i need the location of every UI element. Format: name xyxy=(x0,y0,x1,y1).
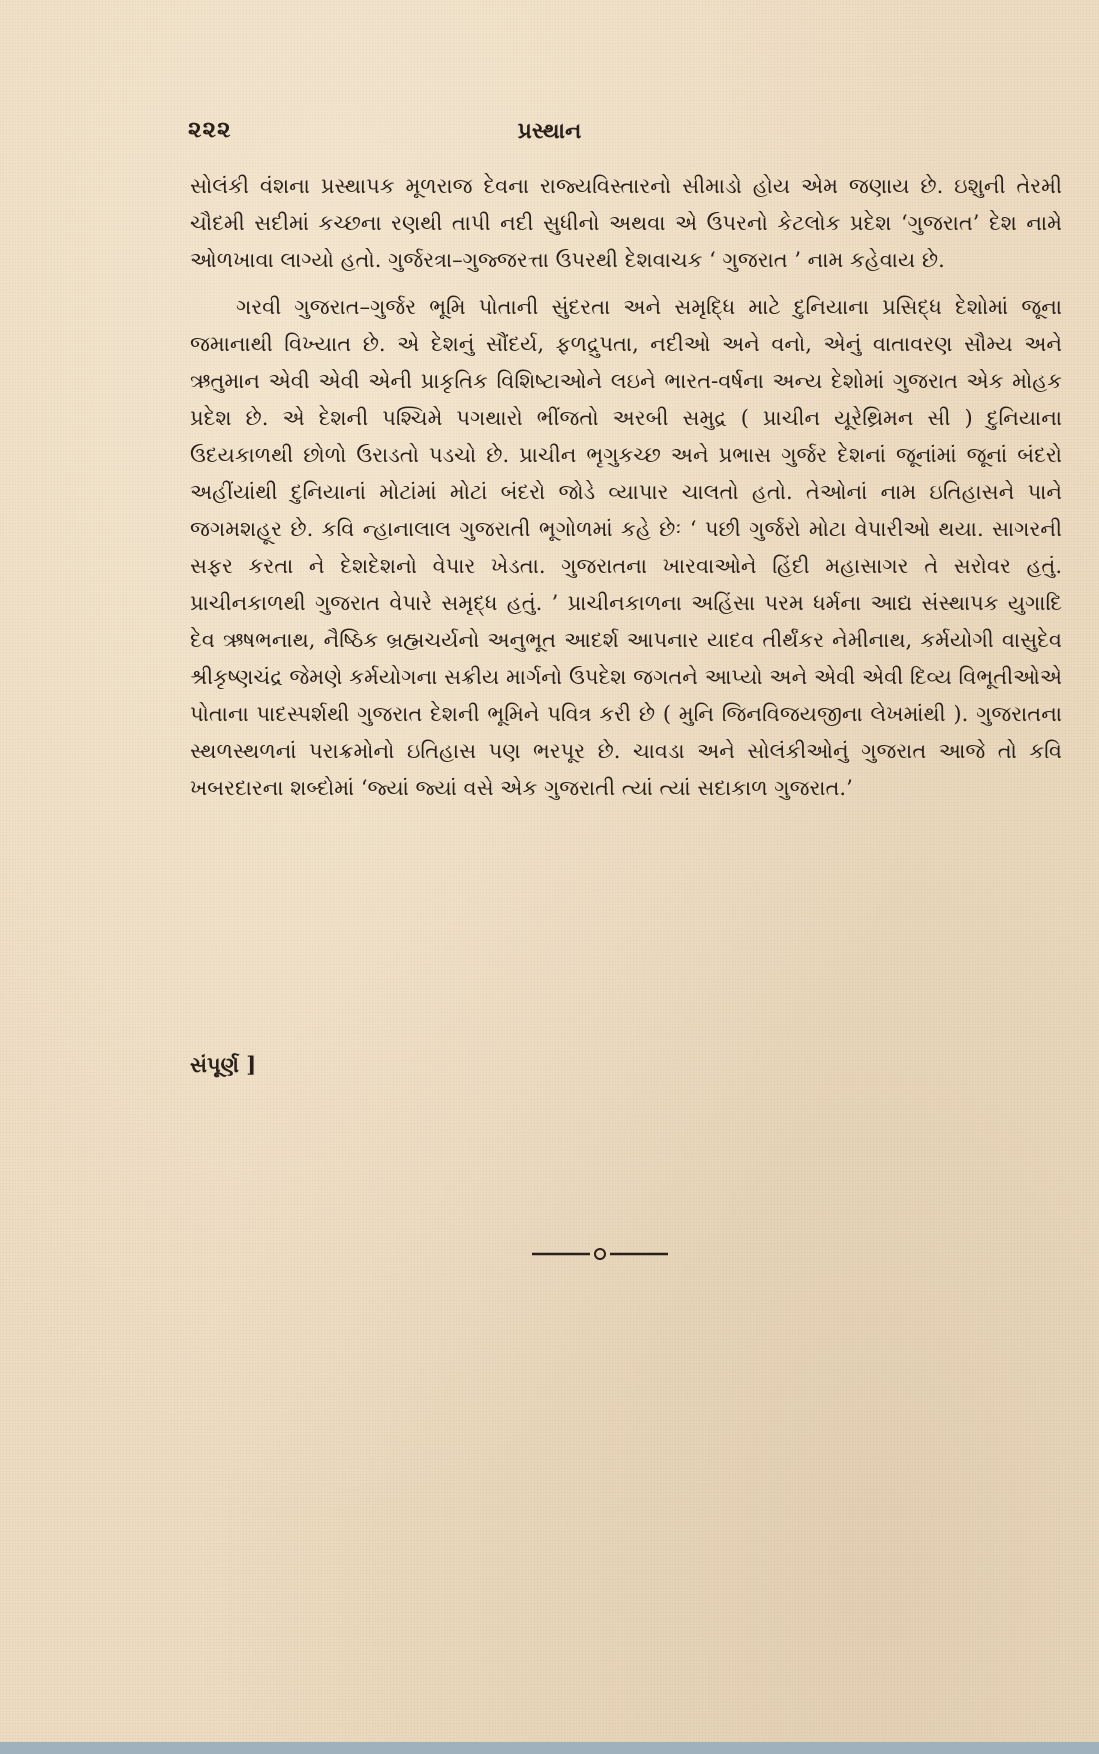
end-marker: સંપૂર્ણ ] xyxy=(190,1052,257,1077)
body-text xyxy=(190,168,1062,807)
running-title: પ્રસ્થાન xyxy=(517,118,582,144)
ornament-divider-icon xyxy=(530,1244,670,1264)
paragraph-1: સોલંકી વંશના પ્રસ્થાપક મૂળરાજ દેવના રાજ્યવિસ્તારનો સીમાડો હોય એમ જણાય છે. ઇશુની તેરમી ચૌદમી સદીમાં કચ્છના રણથી તાપી નદી સુધીનો અથવા એ ઉપરનો કેટલોક પ્રદેશ ‘ગુજરાત’ દેશ નામે ઓળખાવા લાગ્યો હતો. ગુર્જરત્રા–ગુજ્જરત્તા ઉપરથી દેશવાચક ‘ ગુજરાત ’ નામ કહેવાય છે. xyxy=(190,174,1062,272)
scanner-edge xyxy=(0,1742,1099,1754)
page-number: ૨૨૨ xyxy=(188,116,232,143)
paragraph-2: ગરવી ગુજરાત–ગુર્જર ભૂમિ પોતાની સુંદરતા અને સમૃદ્ધિ માટે દુનિયાના પ્રસિદ્ધ દેશોમાં જૂના જમાનાથી વિખ્યાત છે. એ દેશનું સૌંદર્ય, ફળદ્રુપતા, નદીઓ અને વનો, એનું વાતાવરણ સૌમ્ય અને ઋતુમાન એવી એવી એની પ્રાકૃતિક વિશિષ્ટાઓને લઇને ભારત-વર્ષના અન્ય દેશોમાં ગુજરાત એક મોહક પ્રદેશ છે. એ દેશની પશ્ચિમે પગથારો ભીંજતો અરબી સમુદ્ર ( પ્રાચીન યૂરેથ્રિમન સી ) દુનિયાના ઉદયકાળથી છોળો ઉરાડતો પડચો છે. પ્રાચીન ભૃગુકચ્છ અને પ્રભાસ ગુર્જર દેશનાં જૂનાંમાં જૂનાં બંદરો અહીંયાંથી દુનિયાનાં મોટાંમાં મોટાં બંદરો જોડે વ્યાપાર ચાલતો હતો. તેઓનાં નામ ઇતિહાસને પાને જગમશહૂર છે. કવિ ન્હાનાલાલ ગુજરાતી ભૂગોળમાં કહે છેઃ ‘ પછી ગુર્જરો મોટા વેપારીઓ થયા. સાગરની સફર કરતા ને દેશદેશનો વેપાર ખેડતા. ગુજરાતના ખારવાઓને હિંદી મહાસાગર તે સરોવર હતું. પ્રાચીનકાળથી ગુજરાત વેપારે સમૃદ્ધ હતું. ’ પ્રાચીનકાળના અહિંસા પરમ ધર્મના આદ્ય સંસ્થાપક યુગાદિ દેવ ઋષભનાથ, નૈષ્ઠિક બ્રહ્મચર્યનો અનુભૂત આદર્શ આપનાર યાદવ તીર્થંકર નેમીનાથ, કર્મયોગી વાસુદેવ શ્રીકૃષ્ણચંદ્ર જેમણે કર્મયોગના સક્રીય માર્ગનો ઉપદેશ જગતને આપ્યો અને એવી એવી દિવ્ય વિભૂતીઓએ પોતાના પાદસ્પર્શથી ગુજરાત દેશની ભૂમિને પવિત્ર કરી છે ( મુનિ જિનવિજયજીના લેખમાંથી ). ગુજરાતના સ્થળસ્થળનાં પરાક્રમોનો ઇતિહાસ પણ ભરપૂર છે. ચાવડા અને સોલંકીઓનું ગુજરાત આજે તો કવિ ખબરદારના શબ્દોમાં ‘જ્યાં જ્યાં વસે એક ગુજરાતી ત્યાં ત્યાં સદાકાળ ગુજરાત.’ xyxy=(190,295,1062,800)
